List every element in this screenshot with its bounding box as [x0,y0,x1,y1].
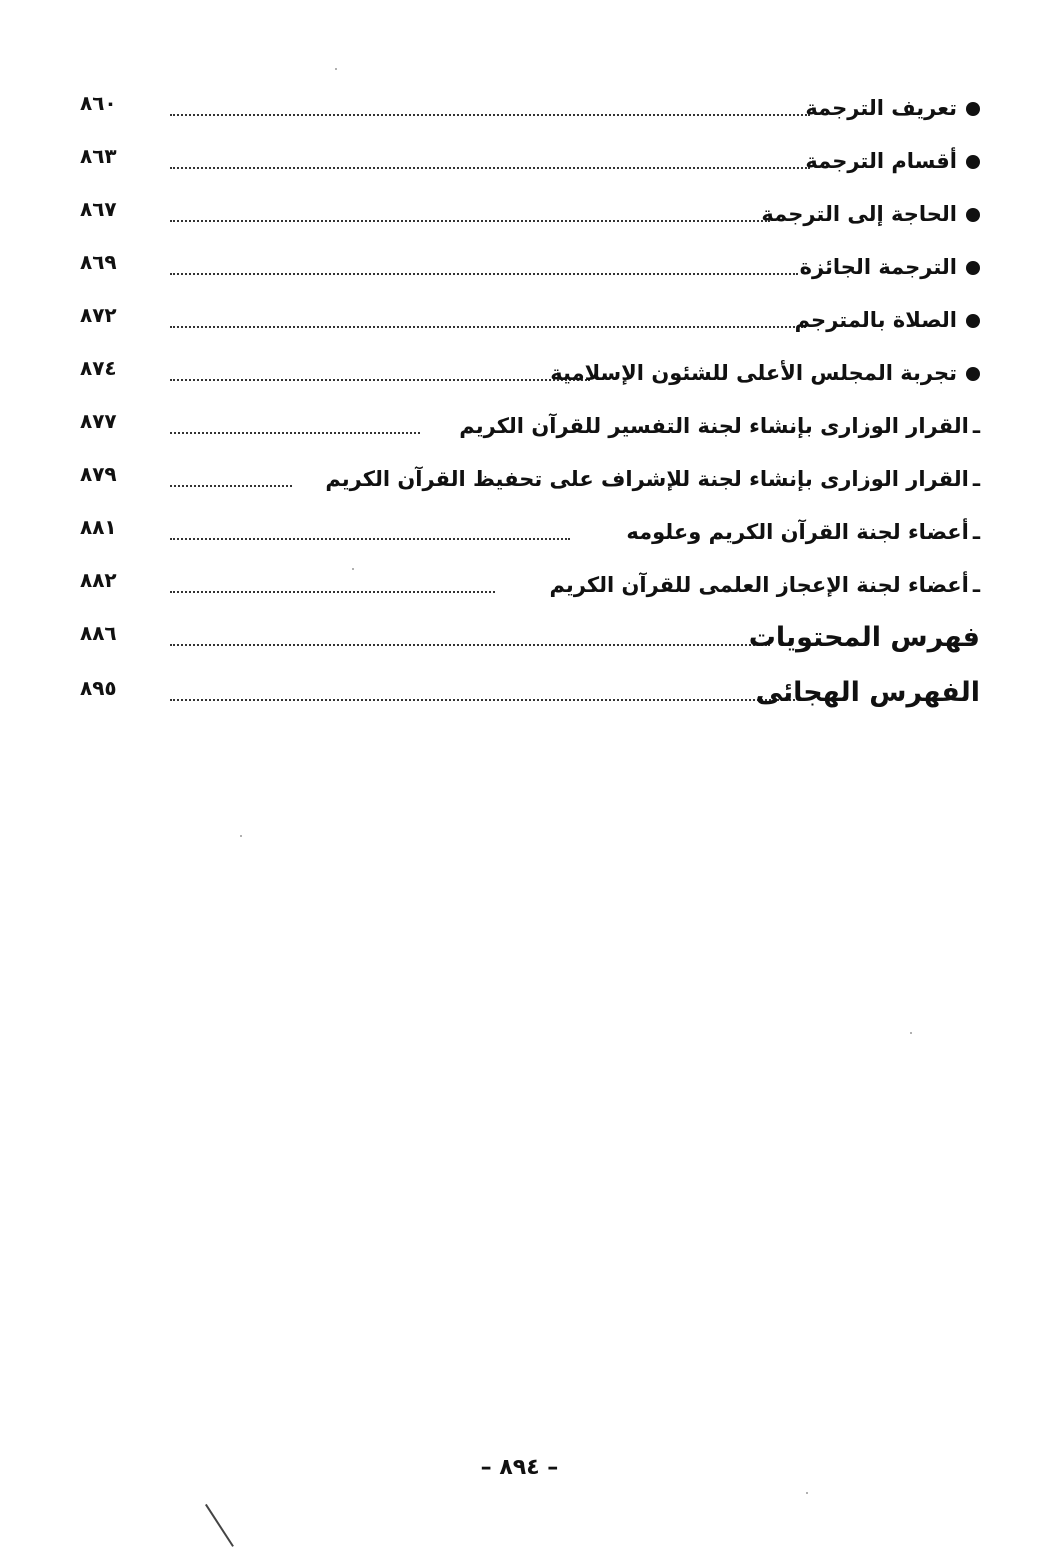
bullet-icon [966,208,980,222]
dot-leader [170,379,590,381]
page-number-footer: – ٨٩٤ – [480,1455,559,1480]
toc-entry-text: تجربة المجلس الأعلى للشئون الإسلامية [550,361,957,385]
toc-entry [70,247,980,287]
dot-leader [170,485,292,487]
toc-entry-text: الفهرس الهجائى [755,677,980,708]
toc-page-number: ٨٧٢ [80,303,117,327]
toc-entry-text: الترجمة الجائزة [799,255,957,279]
dot-leader [170,591,495,593]
toc-entry-text: تعريف الترجمة [805,96,957,120]
toc-entry-title [756,673,980,713]
dash-marker: ـ [972,520,980,544]
scan-mark [205,1504,234,1547]
toc-page-number: ٨٧٩ [80,462,117,486]
scan-speck [335,68,337,70]
scan-speck [352,568,354,570]
toc-entry-text: القرار الوزارى بإنشاء لجنة التفسير للقرآن الكريم [459,414,969,438]
dot-leader [170,432,420,434]
dot-leader [170,538,570,540]
scan-speck [806,1492,808,1494]
toc-page-number: ٨٩٥ [80,676,117,700]
dot-leader [170,699,795,701]
dash-marker: ـ [972,414,980,438]
toc-page-number: ٨٦٣ [80,144,117,168]
dash-marker: ـ [972,573,980,597]
toc-page-number: ٨٨٦ [80,621,117,645]
dot-leader [170,220,770,222]
toc-entry-title [549,565,980,605]
toc-entry [70,353,980,393]
dash-marker: ـ [972,467,980,491]
bullet-icon [966,314,980,328]
dot-leader [170,114,810,116]
toc-entry-title [550,353,980,393]
toc-entry [70,565,980,605]
toc-entry-title [626,512,980,552]
toc-entry [70,194,980,234]
bullet-icon [966,261,980,275]
bullet-icon [966,367,980,381]
toc-entry-text: الصلاة بالمترجم [794,308,957,332]
toc-entry-text: الحاجة إلى الترجمة [761,202,957,226]
toc-entry-text: أعضاء لجنة الإعجاز العلمى للقرآن الكريم [549,573,969,597]
toc-entry [70,618,980,658]
bullet-icon [966,155,980,169]
dot-leader [170,167,810,169]
toc-entry-text: فهرس المحتويات [748,622,980,653]
toc-entry-text: أقسام الترجمة [805,149,957,173]
toc-page-number: ٨٦٩ [80,250,117,274]
toc-entry-text: أعضاء لجنة القرآن الكريم وعلومه [626,520,969,544]
toc-entry [70,141,980,181]
toc-page-number: ٨٦٧ [80,197,117,221]
toc-entry [70,673,980,713]
toc-entry [70,512,980,552]
scan-speck [240,835,242,837]
toc-entry-title [805,88,980,128]
toc-page-number: ٨٨٢ [80,568,117,592]
toc-entry-title [459,406,980,446]
toc-entry-title [795,300,980,340]
toc-page-number: ٨٨١ [80,515,117,539]
toc-entry-title [805,141,980,181]
dot-leader [170,644,770,646]
toc-page-number: ٨٧٧ [80,409,117,433]
toc-entry-title [761,194,980,234]
dot-leader [170,273,798,275]
scan-speck [910,1032,912,1034]
toc-entry [70,300,980,340]
toc-page-number: ٨٧٤ [80,356,117,380]
bullet-icon [966,102,980,116]
toc-entry [70,459,980,499]
toc-entry-text: القرار الوزارى بإنشاء لجنة للإشراف على تحفيظ القرآن الكريم [325,467,969,491]
toc-entry [70,406,980,446]
toc-entry-title [325,459,980,499]
toc-entry [70,88,980,128]
toc-entry-title [800,247,980,287]
dot-leader [170,326,806,328]
toc-entry-title [749,618,980,658]
toc-page-number: ٨٦٠ [80,91,117,115]
